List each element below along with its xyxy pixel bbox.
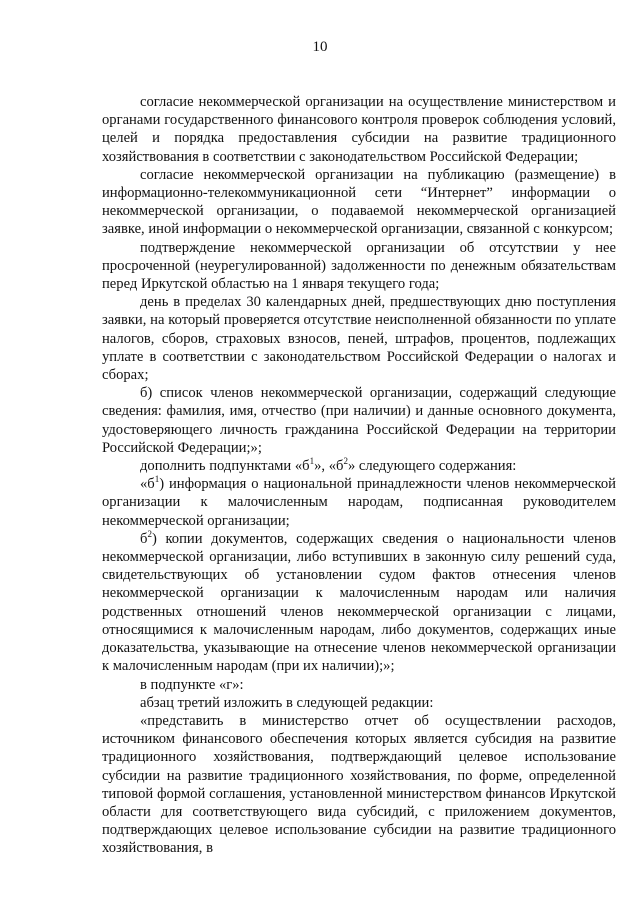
paragraph-subitem-b1 [102, 475, 616, 530]
text-segment: «б [140, 476, 155, 493]
paragraph-consent-publication: согласие некоммерческой организации на публикацию (размещение) в информационно-телекоммуникационной сети “Интернет” информации о некоммерческой организации, о подаваемой некоммерческой организацией заявке, иной информации о некоммерческой организации, связанной с конкурсом; [102, 166, 616, 238]
text-segment: », «б [314, 458, 344, 475]
text-segment: » следующего содержания: [347, 458, 517, 475]
paragraph-add-subitems [102, 457, 616, 475]
document-body [102, 93, 616, 858]
superscript: 2 [343, 456, 348, 467]
superscript: 1 [309, 456, 315, 467]
paragraph-third-abzac: абзац третий изложить в следующей редакции: [140, 694, 434, 711]
paragraph-subitem-b2 [102, 530, 616, 676]
text-segment: б [140, 530, 148, 547]
superscript: 2 [147, 529, 152, 540]
text-segment: ) информация о национальной принадлежности членов некоммерческой организации к малочисленным народам, подписанная руководителем некоммерческой организации; [102, 476, 616, 529]
paragraph-subitem-g: в подпункте «г»: [140, 676, 244, 693]
paragraph-no-debt-confirmation: подтверждение некоммерческой организации об отсутствии у нее просроченной (неурегулированной) задолженности по денежным обязательствам перед Иркутской областью на 1 января текущего года; [102, 239, 616, 293]
text-segment: ) копии документов, содержащих сведения о национальности членов некоммерческой организации, либо вступивших в законную силу решений суда, свидетельствующих об установлении судом фактов отнесения членов некоммерческой организации к малочисленным народам или наличия родственных отношений членов некоммерческой организации с лицами, относящимися к малочисленным народам, либо документов, содержащих иные доказательства, указывающие на отнесение членов некоммерческой организации к малочисленным народам (при их наличии);»; [102, 530, 616, 675]
paragraph-tax-check-date: день в пределах 30 календарных дней, предшествующих дню поступления заявки, на который проверяется отсутствие неисполненной обязанности по уплате налогов, сборов, страховых взносов, пеней, штрафов, процентов, подлежащих уплате в соответствии с законодательством Российской Федерации о налогах и сборах; [102, 294, 616, 384]
paragraph-member-list: б) список членов некоммерческой организации, содержащий следующие сведения: фамилия, имя, отчество (при наличии) и данные основного документа, удостоверяющего личность гражданина Российской Федерации на территории Российской Федерации;»; [102, 385, 616, 456]
page-number: 10 [312, 39, 328, 55]
paragraph-report-requirement: «представить в министерство отчет об осуществлении расходов, источником финансового обеспечения которых является субсидия на развитие традиционного хозяйствования, подтверждающий целевое использование субсидии на развитие традиционного хозяйствования, по форме, определенной типовой формой соглашения, установленной министерством финансов Иркутской области для соответствующего вида субсидий, с приложением документов, подтверждающих целевое использование субсидии на развитие традиционного хозяйствования, в [102, 712, 616, 857]
text-segment: дополнить подпунктами «б [140, 458, 310, 475]
paragraph-consent-control: согласие некоммерческой организации на осуществление министерством и органами государственного финансового контроля проверок соблюдения условий, целей и порядка предоставления субсидии на развитие традиционного хозяйствования в соответствии с законодательством Российской Федерации; [102, 94, 616, 165]
superscript: 1 [154, 474, 160, 485]
